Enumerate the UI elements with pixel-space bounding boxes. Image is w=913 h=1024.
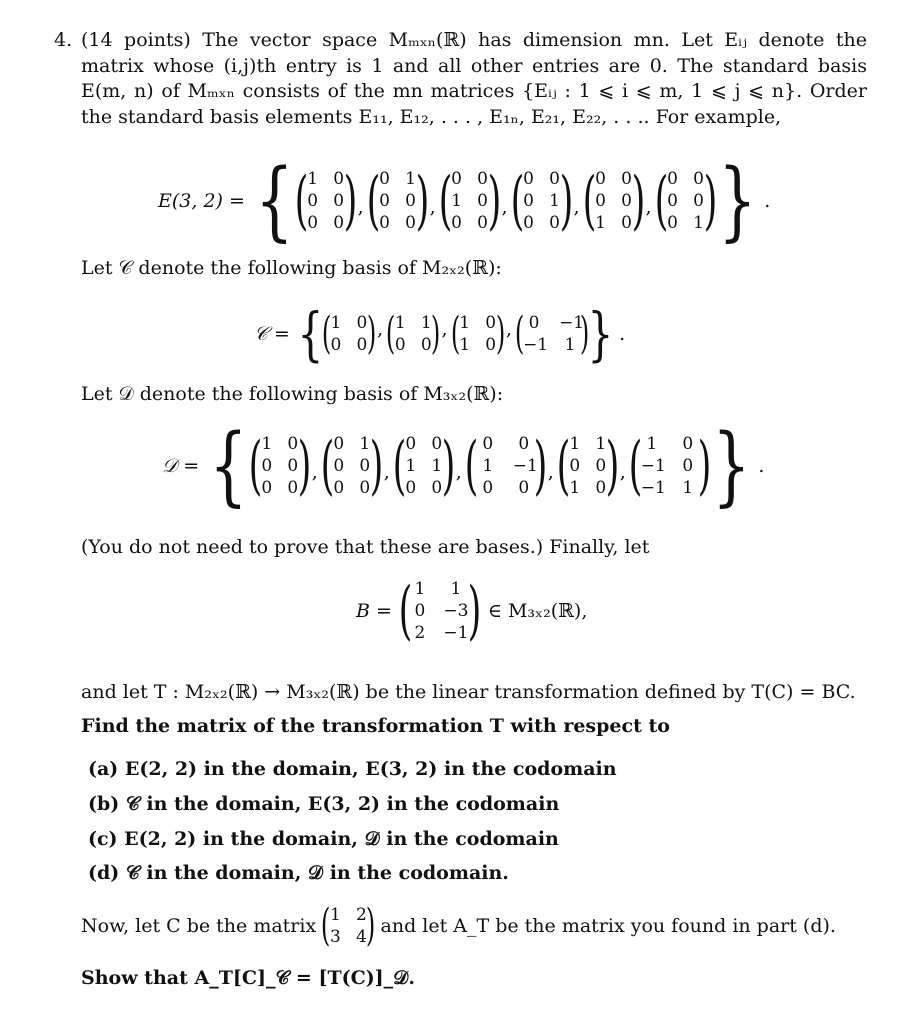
matrix-entry: 1 xyxy=(682,478,694,498)
d-label: 𝒟 = xyxy=(162,455,200,477)
left-paren: ( xyxy=(366,164,380,238)
matrix-entry: 0 xyxy=(405,191,416,211)
separator-comma: , xyxy=(357,196,364,218)
matrix-entry: 3 xyxy=(329,927,341,947)
left-paren: ( xyxy=(385,308,396,359)
matrix-entry: 1 xyxy=(394,313,406,333)
matrix-entry: 0 xyxy=(477,191,488,211)
matrix-entry: 1 xyxy=(595,434,607,454)
matrix-entry: 0 xyxy=(595,169,606,189)
right-paren: ) xyxy=(297,429,312,503)
matrix-entry: 0 xyxy=(287,456,299,476)
matrix-entry: 0 xyxy=(621,213,632,233)
matrix-entry: 0 xyxy=(379,213,390,233)
matrix-entry: 0 xyxy=(379,169,390,189)
left-paren: ( xyxy=(398,574,413,648)
left-paren: ( xyxy=(556,429,571,503)
matrix-entry: 1 xyxy=(549,191,560,211)
matrix-entry: 0 xyxy=(595,478,607,498)
matrix-entry: 0 xyxy=(523,191,534,211)
matrix-entry: 0 xyxy=(405,213,416,233)
matrix-entry: 0 xyxy=(333,213,345,233)
separator-comma: , xyxy=(547,461,554,483)
matrix-entry: −1 xyxy=(640,456,666,476)
right-paren: ) xyxy=(703,164,717,238)
right-paren: ) xyxy=(559,164,573,238)
matrix-entries xyxy=(569,433,607,499)
matrix-entry: 0 xyxy=(693,191,704,211)
left-paren: ( xyxy=(320,429,335,503)
matrix xyxy=(321,900,376,951)
matrix xyxy=(450,308,505,359)
matrix-entry: 0 xyxy=(595,191,606,211)
matrix-entry: 0 xyxy=(405,434,417,454)
matrix-entry: 0 xyxy=(287,434,299,454)
matrix-entries xyxy=(411,578,469,644)
left-paren: ( xyxy=(294,164,308,238)
matrix xyxy=(464,429,548,503)
matrix-entry: 0 xyxy=(667,169,678,189)
right-brace: } xyxy=(717,151,757,251)
left-paren: ( xyxy=(392,429,407,503)
separator-comma: , xyxy=(501,196,508,218)
now-suffix: and let A_T be the matrix you found in part (d). xyxy=(380,915,836,937)
matrix-entry: 0 xyxy=(420,335,432,355)
matrix-entry: 0 xyxy=(261,478,273,498)
matrix-entry: 2 xyxy=(355,905,367,925)
matrix-entries xyxy=(641,433,699,499)
matrix-entries xyxy=(394,312,432,356)
matrix xyxy=(321,308,377,359)
left-paren: ( xyxy=(582,164,596,238)
matrix-entry: 0 xyxy=(595,456,607,476)
matrix xyxy=(514,308,590,359)
matrix-entry: 0 xyxy=(333,169,345,189)
e32-equation: E(3, 2) = { ( 1 0 0 0 0 0 ) , ( 0 1 0 0 0 0 ) , ( 0 0 1 0 0 0 ) , ( 0 0 0 1 0 0 ) , ( 0 0 0 0 1 0 ) , ( 0 0 0 0 0 1 ) } . xyxy=(158,151,771,251)
intro-text: (14 points) The vector space Mₘₓₙ(ℝ) has dimension mn. Let Eᵢⱼ denote the matrix whose (i,j)th entry is 1 and all other entries are 0. The standard basis E(m, n) of Mₘₓₙ consists of the mn matrices {Eᵢⱼ : 1 ⩽ i ⩽ m, 1 ⩽ j ⩽ n}. Order the standard basis elements E₁₁, E₁₂, . . . , E₁ₙ, E₂₁, E₂₂, . . .. For example, xyxy=(81,29,867,128)
separator-comma: , xyxy=(573,196,580,218)
matrix-entry: 1 xyxy=(595,213,606,233)
find-heading: Find the matrix of the transformation T with respect to xyxy=(81,715,670,737)
matrix-entries xyxy=(333,433,371,499)
separator-comma: , xyxy=(383,461,390,483)
matrix-entry: 0 xyxy=(287,478,299,498)
part-b: (b) 𝒞 in the domain, E(3, 2) in the codomain xyxy=(88,793,560,815)
matrix-entry: 1 xyxy=(420,313,432,333)
matrix-entry: 0 xyxy=(356,335,368,355)
t-definition: and let T : M₂ₓ₂(ℝ) → M₃ₓ₂(ℝ) be the linear transformation defined by T(C) = BC. xyxy=(81,681,856,703)
left-paren: ( xyxy=(464,429,479,503)
separator-comma: , xyxy=(441,318,448,340)
matrix-entry: 0 xyxy=(451,213,462,233)
matrix-entry: 0 xyxy=(523,213,534,233)
matrix-entry: 1 xyxy=(482,456,494,476)
matrix xyxy=(628,429,712,503)
matrix-entry: 0 xyxy=(549,213,560,233)
matrix-entry: 0 xyxy=(485,313,497,333)
left-brace: { xyxy=(297,300,324,368)
left-paren: ( xyxy=(628,429,643,503)
separator-comma: , xyxy=(429,196,436,218)
right-paren: ) xyxy=(366,308,377,359)
matrix-entry: 0 xyxy=(356,313,368,333)
right-paren: ) xyxy=(467,574,482,648)
left-paren: ( xyxy=(514,308,525,359)
problem-intro xyxy=(54,28,867,130)
matrix-entries xyxy=(405,433,443,499)
right-paren: ) xyxy=(697,429,712,503)
matrix-entry: 1 xyxy=(405,456,417,476)
right-paren: ) xyxy=(441,429,456,503)
matrix xyxy=(582,164,645,238)
matrix-entry: 0 xyxy=(667,191,678,211)
matrix-entries xyxy=(477,433,538,499)
matrix-entry: 0 xyxy=(485,335,497,355)
matrix-entry: 1 xyxy=(261,434,273,454)
matrix-entry: 0 xyxy=(523,169,534,189)
left-brace: { xyxy=(255,151,294,251)
matrix-entry: 0 xyxy=(482,478,494,498)
left-paren: ( xyxy=(438,164,452,238)
matrix-entry: 1 xyxy=(459,313,471,333)
matrix-entry: 1 xyxy=(330,313,342,333)
matrix xyxy=(398,574,482,648)
matrix-entry: 0 xyxy=(359,478,371,498)
matrix-entry: 0 xyxy=(569,456,581,476)
matrix-entries xyxy=(595,168,633,234)
matrix-entry: 0 xyxy=(451,169,462,189)
right-paren: ) xyxy=(415,164,429,238)
now-prefix: Now, let C be the matrix xyxy=(81,915,317,937)
c-label: 𝒞 = xyxy=(254,323,290,345)
d-intro: Let 𝒟 denote the following basis of M₃ₓ₂(ℝ): xyxy=(81,383,504,405)
right-paren: ) xyxy=(487,164,501,238)
left-paren: ( xyxy=(321,900,331,951)
problem-number: 4. xyxy=(54,29,73,51)
matrix-entry: 0 xyxy=(431,434,443,454)
matrix-entries xyxy=(459,312,497,356)
matrix-entry: 0 xyxy=(431,478,443,498)
matrix-entry: 1 xyxy=(646,434,658,454)
matrix-entry: 2 xyxy=(414,623,426,643)
finally-text: (You do not need to prove that these are bases.) Finally, let xyxy=(81,536,650,558)
left-paren: ( xyxy=(450,308,460,359)
matrix-entry: 0 xyxy=(549,169,560,189)
matrix xyxy=(556,429,620,503)
matrix-entry: 0 xyxy=(307,191,319,211)
matrix-entry: 0 xyxy=(394,335,406,355)
matrix-entry: 1 xyxy=(307,169,319,189)
matrix-entry: −1 xyxy=(640,478,666,498)
matrix-entry: −1 xyxy=(512,456,538,476)
matrix-entry: 1 xyxy=(693,213,704,233)
matrix-entry: 0 xyxy=(405,478,417,498)
matrix-entry: 0 xyxy=(333,456,345,476)
e32-label: E(3, 2) = xyxy=(158,190,245,212)
right-brace: } xyxy=(711,416,751,516)
matrix-entry: 0 xyxy=(667,213,678,233)
matrix-entry: 0 xyxy=(359,456,371,476)
matrix-entry: 0 xyxy=(518,478,530,498)
matrix-entries xyxy=(307,168,345,234)
matrix-entry: 0 xyxy=(379,191,390,211)
matrix-entry: 0 xyxy=(693,169,704,189)
matrix-entry: 1 xyxy=(329,905,341,925)
matrix-entry: 0 xyxy=(330,335,342,355)
matrix-entries xyxy=(523,312,585,356)
d-basis-equation: 𝒟 = { ( 1 0 0 0 0 0 ) , ( 0 1 0 0 0 0 ) , ( 0 0 1 1 0 0 ) , ( 0 0 1 −1 0 0 ) , ( 1 1 0 0 1 0 ) , ( 1 0 −1 0 −1 1 ) } . xyxy=(162,416,765,516)
separator-comma: , xyxy=(377,318,384,340)
matrix xyxy=(392,429,456,503)
separator-comma: , xyxy=(505,318,512,340)
matrix-entry: 1 xyxy=(431,456,443,476)
matrix-entry: 1 xyxy=(459,335,471,355)
matrix-entry: −1 xyxy=(443,623,469,643)
matrix-entry: 0 xyxy=(482,434,494,454)
matrix xyxy=(248,429,312,503)
right-paren: ) xyxy=(366,900,376,951)
matrix xyxy=(510,164,573,238)
matrix-entry: −1 xyxy=(523,335,549,355)
matrix-entry: 1 xyxy=(569,434,581,454)
b-label: B = xyxy=(356,600,392,622)
matrix-entry: 0 xyxy=(621,191,632,211)
right-paren: ) xyxy=(343,164,357,238)
matrix-entry: 0 xyxy=(682,456,694,476)
right-paren: ) xyxy=(431,308,441,359)
c-example-matrix xyxy=(321,900,376,951)
matrix xyxy=(294,164,357,238)
matrix-entry: −3 xyxy=(443,601,469,621)
separator-comma: , xyxy=(455,461,462,483)
matrix-entry: 1 xyxy=(564,335,576,355)
matrix xyxy=(385,308,441,359)
matrix xyxy=(366,164,429,238)
left-paren: ( xyxy=(248,429,263,503)
matrix-entry: 0 xyxy=(414,601,426,621)
part-c: (c) E(2, 2) in the domain, 𝒟 in the codomain xyxy=(88,828,559,850)
matrix-entry: 1 xyxy=(414,579,426,599)
part-d: (d) 𝒞 in the domain, 𝒟 in the codomain. xyxy=(88,862,509,884)
matrix-entries xyxy=(523,168,561,234)
right-paren: ) xyxy=(605,429,620,503)
right-paren: ) xyxy=(369,429,384,503)
matrix-entry: 0 xyxy=(333,478,345,498)
c-basis-equation: 𝒞 = { ( 1 0 0 0 ) , ( 1 1 0 0 ) , ( 1 0 1 0 ) , ( 0 −1 −1 1 ) } . xyxy=(254,300,626,368)
left-paren: ( xyxy=(510,164,524,238)
matrix-entry: 0 xyxy=(682,434,694,454)
right-paren: ) xyxy=(579,308,590,359)
part-a: (a) E(2, 2) in the domain, E(3, 2) in the codomain xyxy=(88,758,617,780)
b-matrix xyxy=(398,574,482,648)
left-paren: ( xyxy=(654,164,668,238)
now-line xyxy=(81,900,836,951)
separator-comma: , xyxy=(311,461,318,483)
separator-comma: , xyxy=(645,196,652,218)
matrix-entry: 0 xyxy=(477,169,488,189)
matrix-entry: −1 xyxy=(559,313,585,333)
matrix xyxy=(438,164,501,238)
left-brace: { xyxy=(209,416,248,516)
matrix xyxy=(654,164,717,238)
matrix-entries xyxy=(329,904,367,948)
matrix-entries xyxy=(261,433,299,499)
matrix-entries xyxy=(667,168,705,234)
left-paren: ( xyxy=(321,308,332,359)
matrix-entry: 0 xyxy=(477,213,488,233)
matrix-entry: 0 xyxy=(261,456,273,476)
matrix-entries xyxy=(379,168,417,234)
d-matrix-list xyxy=(248,429,712,503)
matrix-entry: 1 xyxy=(569,478,581,498)
separator-comma: , xyxy=(619,461,626,483)
matrix-entry: 4 xyxy=(355,927,367,947)
matrix xyxy=(320,429,384,503)
b-matrix-equation xyxy=(356,574,588,648)
show-statement: Show that A_T[C]_𝒞 = [T(C)]_𝒟. xyxy=(81,967,415,989)
matrix-entry: 1 xyxy=(405,169,416,189)
matrix-entries xyxy=(451,168,489,234)
right-paren: ) xyxy=(631,164,645,238)
right-paren: ) xyxy=(533,429,548,503)
matrix-entry: 0 xyxy=(518,434,530,454)
right-paren: ) xyxy=(495,308,505,359)
matrix-entry: 0 xyxy=(307,213,319,233)
c-intro: Let 𝒞 denote the following basis of M₂ₓ₂(ℝ): xyxy=(81,257,502,279)
matrix-entry: 1 xyxy=(359,434,371,454)
matrix-entry: 0 xyxy=(621,169,632,189)
matrix-entry: 0 xyxy=(528,313,540,333)
matrix-entry: 0 xyxy=(333,191,345,211)
b-suffix: ∈ M₃ₓ₂(ℝ), xyxy=(487,600,588,622)
right-brace: } xyxy=(587,300,614,368)
matrix-entry: 1 xyxy=(451,191,462,211)
matrix-entries xyxy=(330,312,368,356)
matrix-entry: 0 xyxy=(333,434,345,454)
matrix-entry: 1 xyxy=(450,579,462,599)
